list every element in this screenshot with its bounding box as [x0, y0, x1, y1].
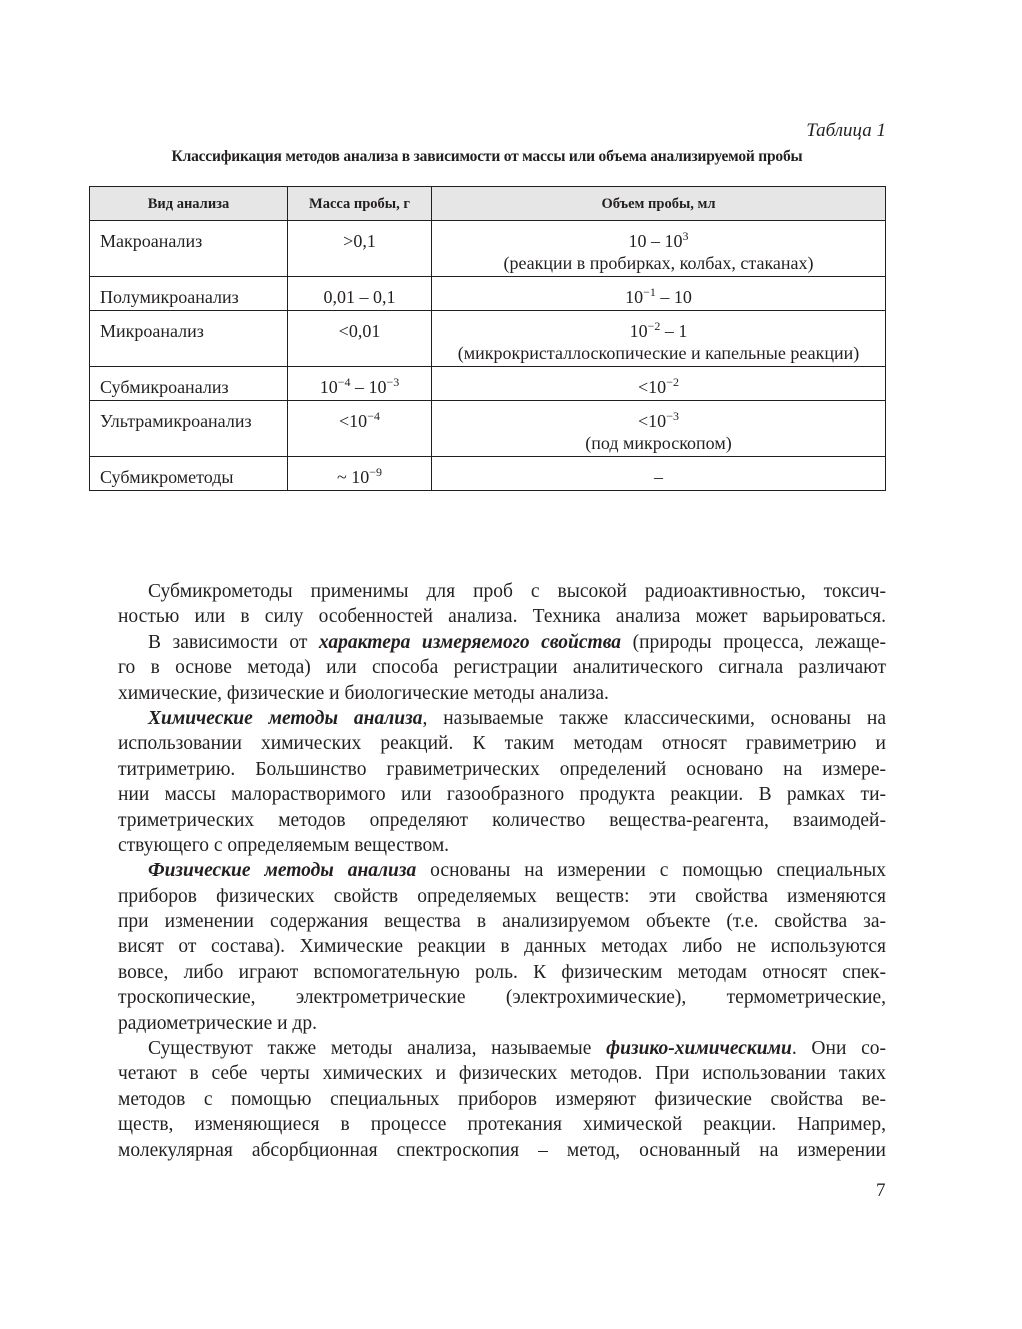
- table-caption: Таблица 1: [806, 120, 886, 141]
- header-analysis-type: Вид анализа: [90, 187, 288, 221]
- paragraph: [118, 579, 886, 630]
- cell-sample-mass: >0,1: [288, 221, 432, 277]
- text-line: троскопические, электрометрические (электрохимические), термометрические,: [118, 987, 886, 1009]
- cell-sample-volume: $10^{-2} - 1$ (микрокристаллоскопические и капельные реакции): [432, 311, 886, 367]
- text-line: химические, физические и биологические методы анализа.: [118, 682, 609, 704]
- text-line: Существуют также методы анализа, называемые физико-химическими. Они со-: [148, 1038, 887, 1060]
- cell-analysis-type: Полумикроанализ: [90, 277, 288, 311]
- text-line: при изменении содержания вещества в анализируемом объекте (т.е. свойства за-: [118, 911, 886, 933]
- header-sample-mass: Масса пробы, г: [288, 187, 432, 221]
- text-line: Субмикрометоды применимы для проб с высокой радиоактивностью, токсич-: [148, 581, 886, 602]
- cell-volume-note: (под микроскопом): [585, 433, 732, 453]
- table-row: [90, 401, 886, 457]
- table-row: [90, 457, 886, 491]
- text-line: Физические методы анализа основаны на измерении с помощью специальных: [148, 860, 886, 882]
- table-title: Классификация методов анализа в зависимости от массы или объема анализируемой пробы: [171, 148, 803, 165]
- cell-sample-mass: $<10^{-4}$: [288, 401, 432, 457]
- cell-sample-mass: 0,01 – 0,1: [288, 277, 432, 311]
- text-line: Химические методы анализа, называемые также классическими, основаны на: [148, 707, 886, 729]
- text-line: ствующего с определяемым веществом.: [118, 834, 450, 856]
- text-line: В зависимости от характера измеряемого свойства (природы процесса, лежаще-: [148, 631, 887, 653]
- text-line: методов с помощью специальных приборов измеряют физические свойства ве-: [118, 1088, 886, 1110]
- cell-sample-volume: $<10^{-3}$ (под микроскопом): [432, 401, 886, 457]
- text-line: использовании химических реакций. К таким методам относят гравиметрию и: [118, 733, 886, 755]
- text-line: висят от состава). Химические реакции в данных методах либо не используются: [118, 936, 886, 958]
- table-row: [90, 277, 886, 311]
- cell-sample-volume: $10^{-1} - 10$: [432, 277, 886, 311]
- cell-analysis-type: Макроанализ: [90, 221, 288, 277]
- table-row: [90, 367, 886, 401]
- table-row: [90, 221, 886, 277]
- text-line: нии массы малорастворимого или газообразного продукта реакции. В рамках ти-: [118, 784, 886, 806]
- cell-analysis-type: Субмикроанализ: [90, 367, 288, 401]
- text-line: приборов физических свойств определяемых веществ: эти свойства изменяются: [118, 885, 886, 907]
- text-line: триметрических методов определяют количество вещества-реагента, взаимодей-: [118, 809, 886, 831]
- text-line: четают в себе черты химических и физических методов. При использовании таких: [118, 1063, 886, 1085]
- paragraph: [118, 630, 887, 706]
- paragraph: [118, 858, 886, 1036]
- cell-sample-volume: $<10^{-2}$: [432, 367, 886, 401]
- paragraph: [118, 1036, 887, 1163]
- text-line: ностью или в силу особенностей анализа. Техника анализа может варьироваться.: [118, 606, 886, 628]
- table-row: [90, 311, 886, 367]
- text-line: молекулярная абсорбционная спектроскопия – метод, основанный на измерении: [118, 1139, 886, 1161]
- cell-sample-volume: –: [432, 457, 886, 491]
- text-line: ществ, изменяющиеся в процессе протекания химической реакции. Например,: [118, 1114, 886, 1136]
- header-sample-volume: Объем пробы, мл: [432, 187, 886, 221]
- cell-sample-mass: $10^{-4} - 10^{-3}$: [288, 367, 432, 401]
- cell-sample-mass: <0,01: [288, 311, 432, 367]
- cell-volume-note: (микрокристаллоскопические и капельные реакции): [457, 343, 860, 363]
- page-number: 7: [876, 1180, 886, 1201]
- cell-volume-note: (реакции в пробирках, колбах, стаканах): [503, 253, 814, 273]
- text-line: вовсе, либо играют вспомогательную роль. К физическим методам относят спек-: [118, 961, 886, 983]
- cell-analysis-type: Субмикрометоды: [90, 457, 288, 491]
- cell-analysis-type: Микроанализ: [90, 311, 288, 367]
- body-text: [118, 579, 887, 1163]
- cell-sample-volume: $10 - 10^3$ (реакции в пробирках, колбах, стаканах): [432, 221, 886, 277]
- cell-analysis-type: Ультрамикроанализ: [90, 401, 288, 457]
- classification-table: [89, 186, 886, 491]
- cell-sample-mass: ~ $10^{-9}$: [288, 457, 432, 491]
- paragraph: [118, 706, 886, 858]
- text-line: радиометрические и др.: [118, 1012, 317, 1034]
- text-line: го в основе метода) или способа регистрации аналитического сигнала различают: [118, 657, 886, 679]
- table-header-row: [90, 187, 886, 221]
- text-line: титриметрию. Большинство гравиметрических определений основано на измере-: [118, 758, 886, 780]
